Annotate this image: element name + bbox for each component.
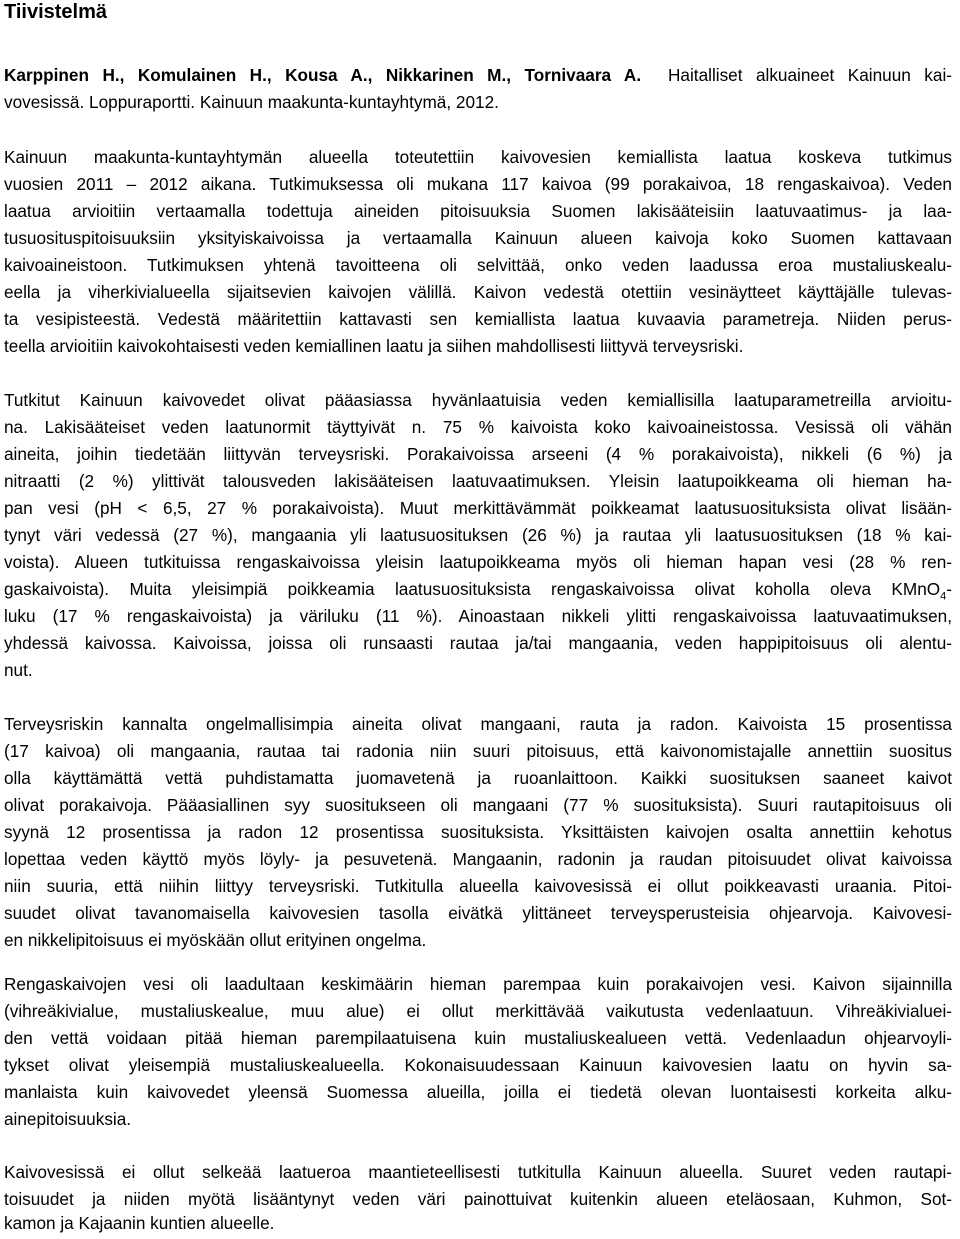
- kmno4-subscript: 4: [940, 590, 947, 603]
- paragraph-2-line: nitraatti (2 %) ylittivät talousveden lakisääteisen laatuvaatimuksen. Yleisin laatupoikkeama oli hieman ha-: [4, 471, 952, 491]
- paragraph-1-line: teella arvioitiin kaivokohtaisesti veden kemiallinen laatu ja siihen mahdollisesti liittyvä terveysriski.: [4, 336, 744, 356]
- paragraph-3-line: olla käyttämättä vettä puhdistamatta juomavetenä ja ruoanlaittoon. Kaikki suosituksen saaneet kaivot: [4, 768, 952, 788]
- paragraph-1-line: ta vesipisteestä. Vedestä määritettiin kattavasti sen kemiallista laatua kuvaavia parametreja. Niiden perus-: [4, 309, 952, 329]
- paragraph-2-line: na. Lakisääteiset veden laatunormit täyttyivät n. 75 % kaivoista koko kaivoaineistossa. Vesissä oli vähän: [4, 417, 952, 437]
- paragraph-5-line: kamon ja Kajaanin kuntien alueelle.: [4, 1213, 275, 1233]
- paragraph-2-line: pan vesi (pH < 6,5, 27 % porakaivoista). Muut merkittävämmät poikkeamat laatusuosituksista olivat lisään-: [4, 498, 952, 518]
- paragraph-2-line: yhdessä kaivossa. Kaivoissa, joissa oli runsaasti rautaa ja/tai mangaania, veden happipitoisuus oli alentu-: [4, 633, 952, 653]
- paragraph-3-line: en nikkelipitoisuus ei myöskään ollut erityinen ongelma.: [4, 930, 427, 950]
- paragraph-1-line: tusuosituspitoisuuksiin yksityiskaivoissa ja vertaamalla Kainuun alueen kaivoja koko Suomen kattavaan: [4, 228, 952, 248]
- paragraph-3-line: olivat porakaivoja. Pääasiallinen syy suositukseen oli mangaani (77 % suosituksista). Suuri rautapitoisuus oli: [4, 795, 952, 815]
- reference-title-part1: Haitalliset alkuaineet Kainuun kai-: [668, 65, 952, 85]
- paragraph-4-line: tykset olivat yleisempiä mustaliuskealueella. Kokonaisuudessaan Kainuun kaivovesien laatu on hyvin sa-: [4, 1055, 952, 1075]
- paragraph-3-line: Terveysriskin kannalta ongelmallisimpia aineita olivat mangaani, rauta ja radon. Kaivoista 15 prosentissa: [4, 714, 952, 734]
- paragraph-1-line: kaivoaineistoon. Tutkimuksen yhtenä tavoitteena oli selvittää, onko veden laadussa eroa mustaliuskealu-: [4, 255, 952, 275]
- paragraph-1-line: eella ja viherkivialueella sijaitsevien kaivojen välillä. Kaivon vedestä otettiin vesinäytteet käyttäjälle tulevas-: [4, 282, 952, 302]
- paragraph-3-line: suudet olivat tavanomaisella kaivovesien tasolla eivätkä ylittäneet terveysperusteisia ohjearvoja. Kaivovesi-: [4, 903, 952, 923]
- paragraph-3-line: niin suuria, että niihin liittyy terveysriski. Tutkitulla alueella kaivovesissä ei ollut poikkeavasti uraania. Pitoi-: [4, 876, 952, 896]
- paragraph-1-line: vuosien 2011 – 2012 aikana. Tutkimuksessa oli mukana 117 kaivoa (99 porakaivoa, 18 rengaskaivoa). Veden: [4, 174, 952, 194]
- paragraph-3-line: (17 kaivoa) oli mangaania, rautaa tai radonia niin suuri pitoisuus, että kaivonomistajalle annettiin suositus: [4, 741, 952, 761]
- paragraph-2-line: luku (17 % rengaskaivoista) ja väriluku (11 %). Ainoastaan nikkeli ylitti rengaskaivoissa laatuvaatimuksen,: [4, 606, 952, 626]
- paragraph-2-line: nut.: [4, 660, 33, 680]
- paragraph-1-line: laatua arvioitiin vertaamalla todettuja aineiden pitoisuuksia Suomen lakisääteisiin laatuvaatimus- ja laa-: [4, 201, 952, 221]
- paragraph-3-line: lopettaa veden käyttö myös löyly- ja pesuvetenä. Mangaanin, radonin ja raudan pitoisuudet olivat kaivoissa: [4, 849, 952, 869]
- paragraph-4-line: ainepitoisuuksia.: [4, 1109, 132, 1129]
- kmno4-suffix: -: [946, 579, 952, 599]
- paragraph-4-line: (vihreäkivialue, mustaliuskealue, muu alue) ei ollut merkittävää vaikutusta vedenlaatuun. Vihreäkivialuei-: [4, 1001, 952, 1021]
- paragraph-5-line: Kaivovesissä ei ollut selkeää laatueroa maantieteellisesti tutkitulla Kainuun alueella. Suuret veden rautapi-: [4, 1162, 952, 1182]
- paragraph-2-line: Tutkitut Kainuun kaivovedet olivat pääasiassa hyvänlaatuisia veden kemiallisilla laatuparametreilla arvioitu-: [4, 390, 952, 410]
- paragraph-4-line: manlaista kuin kaivovedet yleensä Suomessa alueilla, joilla ei tiedetä olevan luontaisesti korkeita alku-: [4, 1082, 952, 1102]
- paragraph-4-line: Rengaskaivojen vesi oli laadultaan keskimäärin hieman parempaa kuin porakaivojen vesi. Kaivon sijainnilla: [4, 974, 952, 994]
- paragraph-4-line: den vettä voidaan pitää hieman parempilaatuisena kuin mustaliuskealueen vettä. Vedenlaadun ohjearvoyli-: [4, 1028, 952, 1048]
- reference-line-2: vovesissä. Loppuraportti. Kainuun maakunta-kuntayhtymä, 2012.: [4, 92, 499, 112]
- paragraph-2-line: tynyt väri vedessä (27 %), mangaania yli laatusuosituksen (26 %) ja rautaa yli laatusuosituksen (18 % kai-: [4, 525, 952, 545]
- reference-line-1: [4, 61, 952, 89]
- paragraph-2-line: aineita, joihin tiedetään liittyvän terveysriski. Porakaivoissa arseeni (4 % porakaivoista), nikkeli (6 %) ja: [4, 444, 952, 464]
- paragraph-2-line: voista). Alueen tutkituissa rengaskaivoissa yleisin laatupoikkeama myös oli hieman hapan vesi (28 % ren-: [4, 552, 952, 572]
- paragraph-2-line-kmno4: [4, 575, 952, 603]
- paragraph-3-line: syynä 12 prosentissa ja radon 12 prosentissa suosituksista. Yksittäisten kaivojen osalta annettiin kehotus: [4, 822, 952, 842]
- page-title: Tiivistelmä: [4, 1, 108, 23]
- paragraph-5-line: toisuudet ja niiden myötä lisääntynyt veden väri painottuivat kuitenkin alueen eteläosaan, Kuhmon, Sot-: [4, 1189, 952, 1209]
- kmno4-line-text: gaskaivoista). Muita yleisimpiä poikkeamia laatusuosituksista rengaskaivoissa olivat koholla oleva KMnO: [4, 579, 941, 599]
- reference-authors: Karppinen H., Komulainen H., Kousa A., Nikkarinen M., Tornivaara A.: [4, 65, 642, 85]
- paragraph-1-line: Kainuun maakunta-kuntayhtymän alueella toteutettiin kaivovesien kemiallista laatua koskeva tutkimus: [4, 147, 952, 167]
